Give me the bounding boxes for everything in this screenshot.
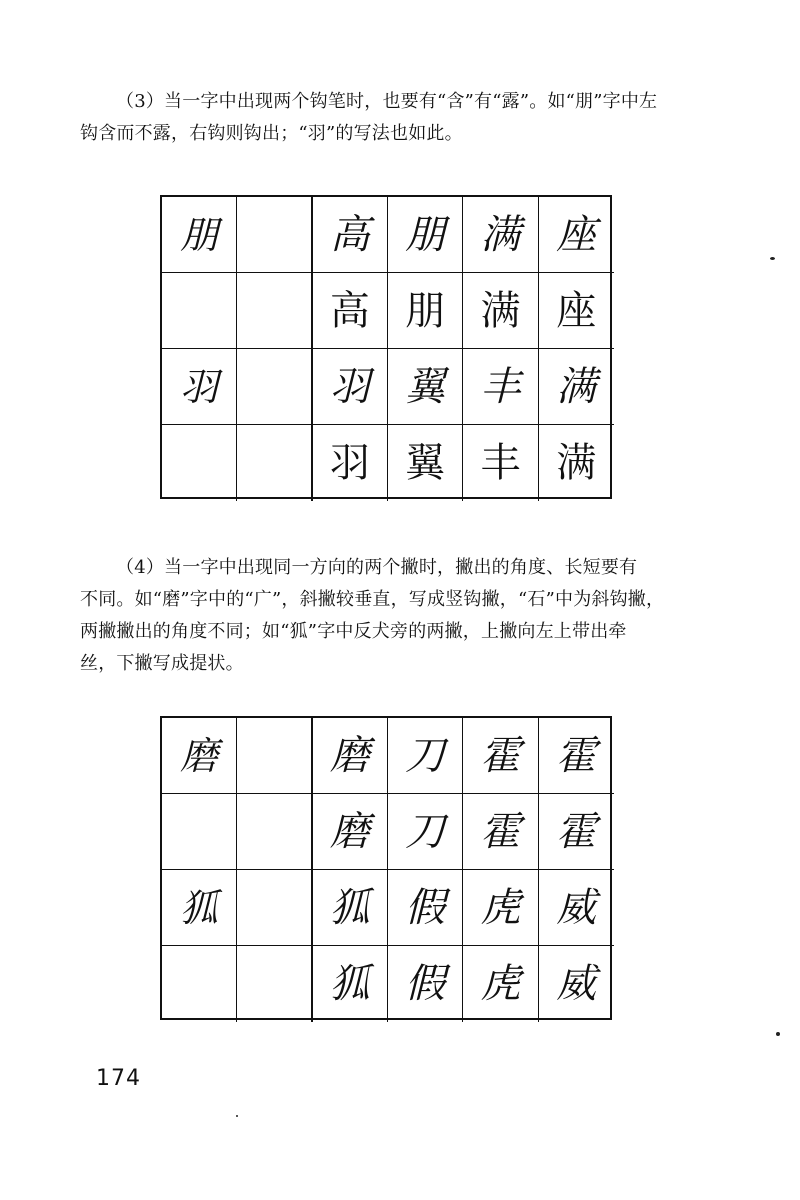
grid-1-blank-cell [162, 273, 237, 349]
grid-1-handwritten-char: 满 [539, 349, 614, 425]
grid-2-blank-cell [237, 718, 312, 794]
grid-1-blank-cell [237, 425, 312, 501]
grid-1-handwritten-char: 满 [463, 197, 538, 273]
paragraph-4 [80, 552, 720, 680]
paragraph-4-line-3: 两撇撇出的角度不同；如“狐”字中反犬旁的两撇，上撇向左上带出牵 [80, 621, 627, 642]
grid-1-printed-char: 羽 [313, 425, 388, 501]
paragraph-3-line-2: 钩含而不露，右钩则钩出；“羽”的写法也如此。 [80, 123, 463, 144]
paragraph-4-line-1: （4）当一字中出现同一方向的两个撇时，撇出的角度、长短要有 [116, 557, 638, 578]
grid-1-example-char: 朋 [162, 197, 237, 273]
scan-speck [770, 257, 775, 260]
grid-2-blank-cell [162, 794, 237, 870]
grid-2-handwritten-char: 霍 [539, 718, 614, 794]
grid-1-printed-char: 满 [556, 440, 597, 486]
page-number: 174 [96, 1066, 141, 1091]
scan-speck [776, 1032, 780, 1036]
grid-1-handwritten-char: 翼 [388, 349, 463, 425]
grid-2-example-char: 狐 [162, 870, 237, 946]
scan-speck [236, 1115, 238, 1117]
grid-2-handwritten-char: 霍 [539, 794, 614, 870]
grid-2-handwritten-char: 狐 [313, 946, 388, 1022]
grid-2-handwritten-char: 狐 [313, 870, 388, 946]
grid-1-blank-cell [237, 197, 312, 273]
grid-1-printed-char: 朋 [388, 273, 463, 349]
paragraph-4-line-4: 丝，下撇写成提状。 [80, 653, 244, 674]
grid-2-blank-cell [237, 794, 312, 870]
grid-1-printed-char: 座 [539, 273, 614, 349]
grid-2-handwritten-char: 威 [556, 961, 597, 1007]
grid-2-blank-cell [237, 946, 312, 1022]
grid-2-handwritten-char: 磨 [313, 794, 388, 870]
grid-1-blank-cell [237, 349, 312, 425]
paragraph-3-line-1: （3）当一字中出现两个钩笔时，也要有“含”有“露”。如“朋”字中左 [116, 91, 658, 112]
grid-2-handwritten-char: 刀 [388, 794, 463, 870]
grid-2-handwritten-char: 假 [388, 870, 463, 946]
grid-1-blank-cell [237, 273, 312, 349]
paragraph-3 [80, 86, 720, 150]
grid-2-handwritten-char: 虎 [463, 946, 538, 1022]
grid-2-blank-cell [162, 946, 237, 1022]
grid-2-handwritten-char: 虎 [463, 870, 538, 946]
grid-1-example-char: 羽 [162, 349, 237, 425]
grid-1-handwritten-char: 高 [313, 197, 388, 273]
paragraph-4-line-2: 不同。如“磨”字中的“广”，斜撇较垂直，写成竖钩撇，“石”中为斜钩撇， [80, 589, 665, 610]
practice-grid-2 [160, 716, 612, 1020]
grid-1-handwritten-char: 丰 [463, 349, 538, 425]
grid-2-handwritten-char: 假 [388, 946, 463, 1022]
grid-2-handwritten-char: 霍 [463, 794, 538, 870]
grid-1-printed-char: 翼 [388, 425, 463, 501]
grid-1-printed-char: 高 [313, 273, 388, 349]
grid-1-printed-char: 丰 [463, 425, 538, 501]
grid-1-handwritten-char: 朋 [388, 197, 463, 273]
grid-2-example-char: 磨 [162, 718, 237, 794]
grid-2-handwritten-char: 霍 [463, 718, 538, 794]
grid-1-printed-char: 满 [463, 273, 538, 349]
grid-1-blank-cell [162, 425, 237, 501]
grid-1-handwritten-char: 羽 [313, 349, 388, 425]
grid-1-handwritten-char: 座 [539, 197, 614, 273]
grid-2-blank-cell [237, 870, 312, 946]
practice-grid-1 [160, 195, 612, 499]
grid-2-handwritten-char: 威 [539, 870, 614, 946]
grid-2-handwritten-char: 刀 [388, 718, 463, 794]
grid-2-handwritten-char: 磨 [313, 718, 388, 794]
